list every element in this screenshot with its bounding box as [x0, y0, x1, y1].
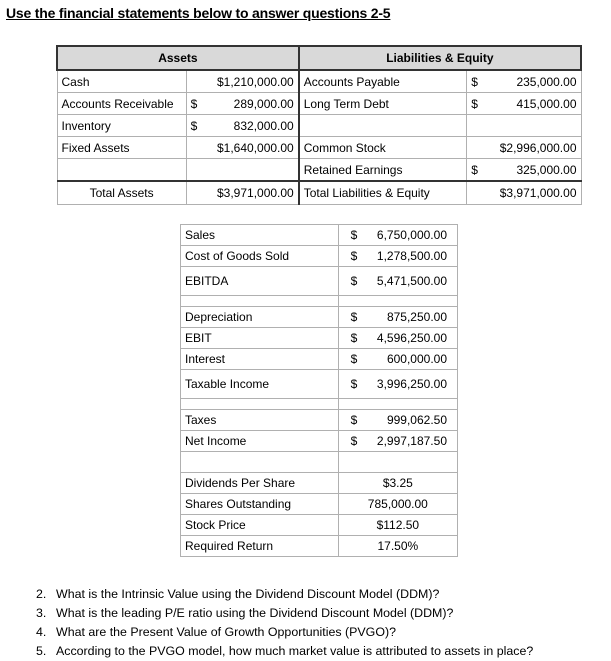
table-row: [181, 225, 458, 246]
sales-label: Sales: [181, 225, 339, 246]
liability-value: $ 235,000.00: [467, 70, 581, 93]
liability-label: Retained Earnings: [299, 159, 467, 182]
interest-label: Interest: [181, 349, 339, 370]
liability-value: $2,996,000.00: [467, 137, 581, 159]
list-item: [36, 642, 533, 661]
net-income-label: Net Income: [181, 431, 339, 452]
interest-value: $ 600,000.00: [338, 349, 457, 370]
asset-value: $ 832,000.00: [186, 115, 299, 137]
table-row: [181, 536, 458, 557]
table-row: [57, 115, 581, 137]
list-item: [36, 585, 533, 604]
ebit-label: EBIT: [181, 328, 339, 349]
table-row: [57, 93, 581, 115]
depreciation-value: $ 875,250.00: [338, 307, 457, 328]
spacer-row: [181, 452, 458, 473]
question-list: [36, 585, 533, 661]
spacer-row: [181, 399, 458, 410]
liabilities-equity-header: Liabilities & Equity: [299, 46, 581, 70]
table-row: [181, 246, 458, 267]
spacer-row: [181, 296, 458, 307]
asset-label: Fixed Assets: [57, 137, 186, 159]
balance-sheet-header-row: [57, 46, 581, 70]
asset-label: [57, 159, 186, 182]
table-row: [181, 267, 458, 296]
table-row: [181, 494, 458, 515]
liability-label: Accounts Payable: [299, 70, 467, 93]
list-item: [36, 623, 533, 642]
question-text: According to the PVGO model, how much market value is attributed to assets in place?: [56, 644, 534, 658]
table-row: [57, 70, 581, 93]
sales-value: $ 6,750,000.00: [338, 225, 457, 246]
asset-label: Inventory: [57, 115, 186, 137]
ebitda-label: EBITDA: [181, 267, 339, 296]
taxable-income-label: Taxable Income: [181, 370, 339, 399]
asset-label: Accounts Receivable: [57, 93, 186, 115]
total-le-label: Total Liabilities & Equity: [299, 181, 467, 205]
table-row: [181, 328, 458, 349]
table-row: [181, 431, 458, 452]
asset-value: [186, 159, 299, 182]
assets-header: Assets: [57, 46, 299, 70]
total-assets-value: $3,971,000.00: [186, 181, 299, 205]
income-statement-table: [180, 224, 458, 557]
table-row: [181, 370, 458, 399]
net-income-value: $ 2,997,187.50: [338, 431, 457, 452]
taxes-label: Taxes: [181, 410, 339, 431]
balance-sheet-table: [56, 45, 582, 205]
cogs-value: $ 1,278,500.00: [338, 246, 457, 267]
taxable-income-value: $ 3,996,250.00: [338, 370, 457, 399]
page-heading: Use the financial statements below to answer questions 2-5: [6, 5, 391, 21]
question-number: 5.: [36, 644, 47, 658]
shares-outstanding-value: 785,000.00: [338, 494, 457, 515]
question-number: 2.: [36, 587, 47, 601]
total-le-value: $3,971,000.00: [467, 181, 581, 205]
table-row: [181, 307, 458, 328]
taxes-value: $ 999,062.50: [338, 410, 457, 431]
liability-label: Long Term Debt: [299, 93, 467, 115]
table-row: [181, 473, 458, 494]
cogs-label: Cost of Goods Sold: [181, 246, 339, 267]
table-row: [181, 410, 458, 431]
asset-value: $ 289,000.00: [186, 93, 299, 115]
stock-price-value: $112.50: [338, 515, 457, 536]
question-text: What is the Intrinsic Value using the Dividend Discount Model (DDM)?: [56, 587, 440, 601]
table-row: [181, 515, 458, 536]
table-row: [57, 159, 581, 182]
asset-value: $1,640,000.00: [186, 137, 299, 159]
question-text: What are the Present Value of Growth Opportunities (PVGO)?: [56, 625, 396, 639]
required-return-value: 17.50%: [338, 536, 457, 557]
total-assets-label: Total Assets: [57, 181, 186, 205]
asset-label: Cash: [57, 70, 186, 93]
liability-label: Common Stock: [299, 137, 467, 159]
list-item: [36, 604, 533, 623]
liability-value: $ 415,000.00: [467, 93, 581, 115]
question-number: 4.: [36, 625, 47, 639]
table-row: [181, 349, 458, 370]
ebit-value: $ 4,596,250.00: [338, 328, 457, 349]
depreciation-label: Depreciation: [181, 307, 339, 328]
table-row: [57, 137, 581, 159]
liability-label: [299, 115, 467, 137]
dps-value: $3.25: [338, 473, 457, 494]
shares-outstanding-label: Shares Outstanding: [181, 494, 339, 515]
required-return-label: Required Return: [181, 536, 339, 557]
dps-label: Dividends Per Share: [181, 473, 339, 494]
ebitda-value: $ 5,471,500.00: [338, 267, 457, 296]
question-number: 3.: [36, 606, 47, 620]
totals-row: [57, 181, 581, 205]
stock-price-label: Stock Price: [181, 515, 339, 536]
question-text: What is the leading P/E ratio using the Dividend Discount Model (DDM)?: [56, 606, 454, 620]
asset-value: $1,210,000.00: [186, 70, 299, 93]
liability-value: $ 325,000.00: [467, 159, 581, 182]
liability-value: [467, 115, 581, 137]
